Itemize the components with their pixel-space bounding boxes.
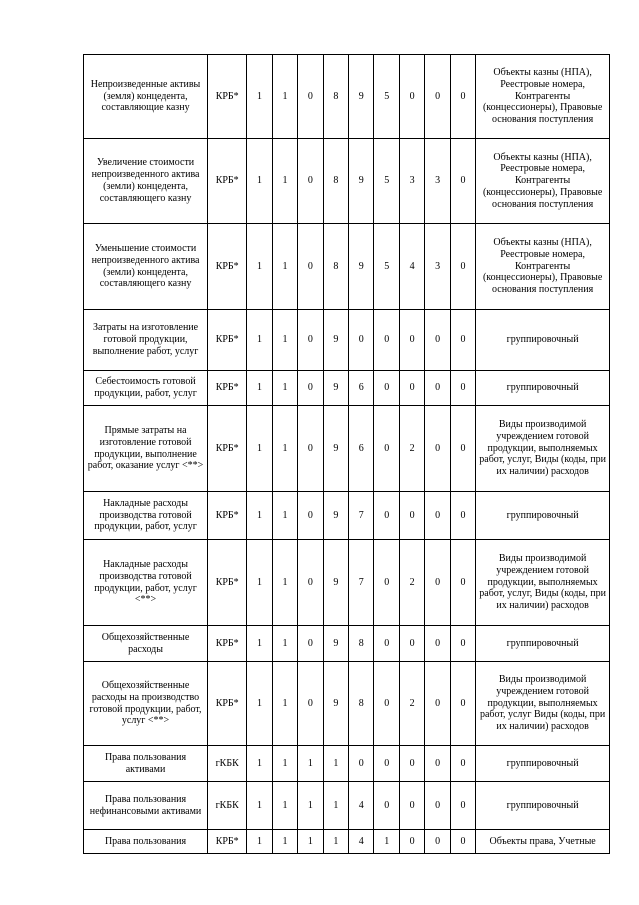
account-digit-cell: 0	[450, 540, 475, 626]
analytics-cell: группировочный	[476, 626, 610, 662]
account-digit-cell: 1	[298, 782, 323, 830]
account-digit-cell: 1	[247, 626, 272, 662]
account-digit-cell: 8	[323, 55, 348, 139]
account-name-cell: Непроизведенные активы (земля) концедента, составляющие казну	[84, 55, 208, 139]
account-digit-cell: 5	[374, 139, 399, 224]
account-digit-cell: 0	[399, 626, 424, 662]
account-digit-cell: 0	[425, 406, 450, 492]
account-digit-cell: 3	[425, 224, 450, 310]
account-name-cell: Общехозяйственные расходы	[84, 626, 208, 662]
account-digit-cell: 0	[450, 371, 475, 406]
account-name-cell: Уменьшение стоимости непроизведенного актива (земли) концедента, составляющего казну	[84, 224, 208, 310]
account-digit-cell: 9	[349, 55, 374, 139]
account-digit-cell: 0	[298, 139, 323, 224]
code-type-cell: гКБК	[208, 746, 247, 782]
code-type-cell: КРБ*	[208, 492, 247, 540]
account-digit-cell: 0	[399, 310, 424, 371]
account-digit-cell: 1	[272, 55, 297, 139]
code-type-cell: КРБ*	[208, 371, 247, 406]
account-name-cell: Накладные расходы производства готовой продукции, работ, услуг <**>	[84, 540, 208, 626]
account-digit-cell: 0	[399, 830, 424, 854]
account-digit-cell: 0	[450, 746, 475, 782]
account-digit-cell: 0	[298, 224, 323, 310]
account-digit-cell: 0	[450, 662, 475, 746]
account-digit-cell: 0	[450, 492, 475, 540]
code-type-cell: КРБ*	[208, 224, 247, 310]
account-digit-cell: 1	[247, 55, 272, 139]
account-digit-cell: 8	[323, 224, 348, 310]
analytics-cell: группировочный	[476, 371, 610, 406]
account-name-cell: Затраты на изготовление готовой продукции, выполнение работ, услуг	[84, 310, 208, 371]
table-row	[84, 830, 610, 854]
account-digit-cell: 0	[399, 55, 424, 139]
analytics-cell: Виды производимой учреждением готовой продукции, выполняемых работ, услуг, Виды (коды, при их наличии) расходов	[476, 540, 610, 626]
code-type-cell: КРБ*	[208, 139, 247, 224]
account-digit-cell: 0	[374, 406, 399, 492]
account-digit-cell: 0	[298, 371, 323, 406]
account-name-cell: Права пользования	[84, 830, 208, 854]
account-digit-cell: 6	[349, 371, 374, 406]
account-digit-cell: 0	[450, 626, 475, 662]
analytics-cell: Объекты казны (НПА), Реестровые номера, Контрагенты (концессионеры), Правовые основания поступления	[476, 139, 610, 224]
account-name-cell: Права пользования активами	[84, 746, 208, 782]
code-type-cell: КРБ*	[208, 310, 247, 371]
analytics-cell: группировочный	[476, 782, 610, 830]
table-row	[84, 371, 610, 406]
analytics-cell: Объекты казны (НПА), Реестровые номера, Контрагенты (концессионеры), Правовые основания поступления	[476, 55, 610, 139]
account-digit-cell: 2	[399, 662, 424, 746]
account-name-cell: Накладные расходы производства готовой продукции, работ, услуг	[84, 492, 208, 540]
table-row	[84, 224, 610, 310]
account-digit-cell: 0	[425, 371, 450, 406]
account-digit-cell: 0	[425, 746, 450, 782]
account-digit-cell: 9	[323, 662, 348, 746]
account-digit-cell: 5	[374, 224, 399, 310]
analytics-cell: группировочный	[476, 492, 610, 540]
account-digit-cell: 0	[374, 746, 399, 782]
account-digit-cell: 0	[450, 406, 475, 492]
account-digit-cell: 0	[374, 540, 399, 626]
account-digit-cell: 9	[349, 139, 374, 224]
account-digit-cell: 1	[298, 830, 323, 854]
analytics-cell: группировочный	[476, 746, 610, 782]
account-digit-cell: 8	[349, 662, 374, 746]
account-digit-cell: 0	[425, 540, 450, 626]
table-row	[84, 139, 610, 224]
code-type-cell: КРБ*	[208, 626, 247, 662]
account-digit-cell: 0	[425, 782, 450, 830]
account-digit-cell: 0	[374, 371, 399, 406]
account-digit-cell: 4	[349, 830, 374, 854]
account-digit-cell: 0	[450, 830, 475, 854]
account-digit-cell: 0	[298, 662, 323, 746]
account-digit-cell: 0	[349, 310, 374, 371]
account-digit-cell: 9	[323, 626, 348, 662]
analytics-cell: Виды производимой учреждением готовой продукции, выполняемых работ, услуг, Виды (коды, при их наличии) расходов	[476, 406, 610, 492]
code-type-cell: КРБ*	[208, 662, 247, 746]
account-digit-cell: 0	[374, 626, 399, 662]
account-digit-cell: 0	[374, 782, 399, 830]
account-digit-cell: 1	[247, 540, 272, 626]
account-digit-cell: 0	[298, 310, 323, 371]
account-digit-cell: 1	[247, 310, 272, 371]
code-type-cell: КРБ*	[208, 55, 247, 139]
account-digit-cell: 0	[425, 626, 450, 662]
code-type-cell: КРБ*	[208, 830, 247, 854]
table-row	[84, 540, 610, 626]
account-digit-cell: 9	[323, 371, 348, 406]
account-digit-cell: 0	[425, 55, 450, 139]
account-digit-cell: 1	[247, 662, 272, 746]
account-digit-cell: 1	[272, 139, 297, 224]
account-digit-cell: 6	[349, 406, 374, 492]
account-digit-cell: 9	[323, 492, 348, 540]
account-digit-cell: 0	[298, 492, 323, 540]
account-digit-cell: 9	[349, 224, 374, 310]
account-digit-cell: 0	[450, 139, 475, 224]
account-digit-cell: 1	[374, 830, 399, 854]
table-row	[84, 406, 610, 492]
account-digit-cell: 7	[349, 540, 374, 626]
account-name-cell: Себестоимость готовой продукции, работ, услуг	[84, 371, 208, 406]
account-digit-cell: 1	[272, 626, 297, 662]
account-digit-cell: 0	[374, 310, 399, 371]
account-digit-cell: 0	[298, 626, 323, 662]
account-digit-cell: 1	[247, 782, 272, 830]
account-digit-cell: 1	[247, 406, 272, 492]
account-digit-cell: 9	[323, 540, 348, 626]
account-digit-cell: 1	[247, 371, 272, 406]
account-digit-cell: 0	[399, 782, 424, 830]
account-digit-cell: 1	[247, 830, 272, 854]
table-row	[84, 626, 610, 662]
account-digit-cell: 0	[399, 371, 424, 406]
account-name-cell: Права пользования нефинансовыми активами	[84, 782, 208, 830]
account-digit-cell: 0	[425, 310, 450, 371]
account-digit-cell: 0	[298, 540, 323, 626]
account-digit-cell: 1	[272, 224, 297, 310]
account-digit-cell: 1	[323, 830, 348, 854]
account-digit-cell: 1	[272, 782, 297, 830]
account-name-cell: Прямые затраты на изготовление готовой продукции, выполнение работ, оказание услуг <**>	[84, 406, 208, 492]
account-digit-cell: 0	[298, 55, 323, 139]
account-digit-cell: 2	[399, 540, 424, 626]
account-name-cell: Общехозяйственные расходы на производство готовой продукции, работ, услуг <**>	[84, 662, 208, 746]
account-digit-cell: 8	[349, 626, 374, 662]
account-name-cell: Увеличение стоимости непроизведенного актива (земли) концедента, составляющего казну	[84, 139, 208, 224]
account-digit-cell: 1	[323, 746, 348, 782]
account-digit-cell: 0	[450, 310, 475, 371]
table-row	[84, 746, 610, 782]
code-type-cell: гКБК	[208, 782, 247, 830]
account-digit-cell: 1	[272, 492, 297, 540]
account-digit-cell: 0	[374, 492, 399, 540]
account-digit-cell: 0	[374, 662, 399, 746]
account-digit-cell: 1	[247, 746, 272, 782]
table-row	[84, 782, 610, 830]
analytics-cell: Объекты казны (НПА), Реестровые номера, Контрагенты (концессионеры), Правовые основания поступления	[476, 224, 610, 310]
table-row	[84, 662, 610, 746]
analytics-cell: группировочный	[476, 310, 610, 371]
account-digit-cell: 0	[450, 782, 475, 830]
account-digit-cell: 2	[399, 406, 424, 492]
account-digit-cell: 3	[425, 139, 450, 224]
account-digit-cell: 0	[425, 830, 450, 854]
account-digit-cell: 9	[323, 406, 348, 492]
code-type-cell: КРБ*	[208, 406, 247, 492]
table-row	[84, 55, 610, 139]
account-digit-cell: 0	[399, 492, 424, 540]
account-digit-cell: 0	[399, 746, 424, 782]
account-digit-cell: 1	[272, 662, 297, 746]
account-digit-cell: 1	[247, 224, 272, 310]
account-digit-cell: 8	[323, 139, 348, 224]
account-digit-cell: 1	[247, 492, 272, 540]
account-digit-cell: 1	[272, 406, 297, 492]
account-digit-cell: 0	[425, 662, 450, 746]
account-digit-cell: 4	[349, 782, 374, 830]
account-digit-cell: 5	[374, 55, 399, 139]
account-digit-cell: 1	[298, 746, 323, 782]
account-digit-cell: 0	[450, 224, 475, 310]
account-digit-cell: 0	[298, 406, 323, 492]
table-row	[84, 492, 610, 540]
accounts-table	[83, 54, 610, 854]
account-digit-cell: 1	[247, 139, 272, 224]
account-digit-cell: 1	[272, 746, 297, 782]
account-digit-cell: 0	[349, 746, 374, 782]
account-digit-cell: 0	[425, 492, 450, 540]
account-digit-cell: 1	[323, 782, 348, 830]
accounts-table-body	[84, 55, 610, 854]
account-digit-cell: 3	[399, 139, 424, 224]
account-digit-cell: 1	[272, 830, 297, 854]
account-digit-cell: 4	[399, 224, 424, 310]
account-digit-cell: 1	[272, 310, 297, 371]
code-type-cell: КРБ*	[208, 540, 247, 626]
analytics-cell: Объекты права, Учетные	[476, 830, 610, 854]
account-digit-cell: 7	[349, 492, 374, 540]
account-digit-cell: 0	[450, 55, 475, 139]
analytics-cell: Виды производимой учреждением готовой продукции, выполняемых работ, услуг Виды (коды, при их наличии) расходов	[476, 662, 610, 746]
account-digit-cell: 1	[272, 540, 297, 626]
account-digit-cell: 1	[272, 371, 297, 406]
table-row	[84, 310, 610, 371]
account-digit-cell: 9	[323, 310, 348, 371]
